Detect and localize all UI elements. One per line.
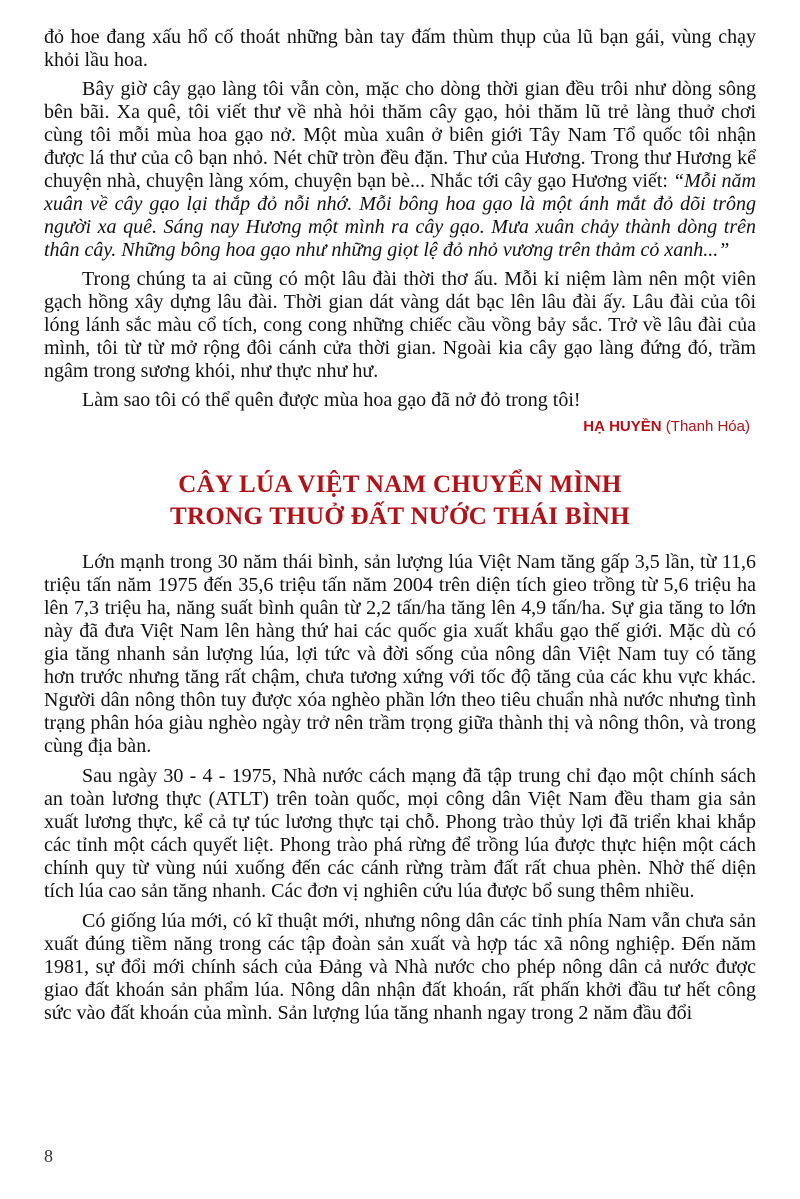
story-paragraph-4: Làm sao tôi có thể quên được mùa hoa gạo đã nở đỏ trong tôi! (82, 389, 581, 411)
article-title-line-1: CÂY LÚA VIỆT NAM CHUYỂN MÌNH (178, 471, 622, 498)
story-signature (44, 418, 750, 435)
story-section (44, 26, 756, 435)
page-number: 8 (44, 1146, 53, 1166)
story-paragraph-3: Trong chúng ta ai cũng có một lâu đài thời thơ ấu. Mỗi kỉ niệm làm nên một viên gạch hồng xây dựng lâu đài. Thời gian dát vàng dát bạc lên lâu đài ấy. Lâu đài của tôi lóng lánh sắc màu cổ tích, cong cong những chiếc cầu vồng bảy sắc. Trở về lâu đài của mình, tôi từ từ mở rộng đôi cánh cửa thời gian. Ngoài kia cây gạo làng đứng đó, trầm ngâm trong sương khói, như thực như hư. (44, 268, 756, 382)
article-paragraph-2: Sau ngày 30 - 4 - 1975, Nhà nước cách mạng đã tập trung chỉ đạo một chính sách an toàn lương thực (ATLT) trên toàn quốc, mọi công dân Việt Nam đều tham gia sản xuất lương thực, kể cả tự túc lương thực tại chỗ. Phong trào thủy lợi đã triển khai khắp các tỉnh một cách quyết liệt. Phong trào phá rừng để trồng lúa được thực hiện một cách chính quy từ vùng núi xuống đến các cánh rừng tràm đất rất chua phèn. Nhờ thế diện tích lúa cao sản tăng nhanh. Các đơn vị nghiên cứu lúa được bổ sung thêm nhiều. (44, 765, 756, 902)
article-paragraph-3: Có giống lúa mới, có kĩ thuật mới, nhưng nông dân các tỉnh phía Nam vẫn chưa sản xuất đúng tiềm năng trong các tập đoàn sản xuất và hợp tác xã nông nghiệp. Đến năm 1981, sự đổi mới chính sách của Đảng và Nhà nước cho phép nông dân cả nước được giao đất khoán sản phẩm lúa. Nông dân nhận đất khoán, rất phấn khởi đầu tư hết công sức vào đất khoán của mình. Sản lượng lúa tăng nhanh ngay trong 2 năm đầu đổi (44, 910, 756, 1024)
author-name: HẠ HUYỀN (583, 418, 662, 435)
author-location: (Thanh Hóa) (665, 418, 750, 435)
story-paragraph-2 (44, 78, 756, 262)
letter-quote: “Mỗi năm xuân về cây gạo lại thắp đỏ nỗi nhớ. Mỗi bông hoa gạo là một ánh mắt đỏ dõi trông người xa quê. Sáng nay Hương một mình ra cây gạo. Mưa xuân chảy thành dòng trên thân cây. Những bông hoa gạo như những giọt lệ đỏ nhỏ vương trên thảm cỏ xanh...” (44, 170, 756, 261)
story-paragraph-2-text: Bây giờ cây gạo làng tôi vẫn còn, mặc cho dòng thời gian đều trôi như dòng sông bên bãi. Xa quê, tôi viết thư về nhà hỏi thăm cây gạo, hỏi thăm lũ trẻ làng thuở chơi cùng tôi mỗi mùa hoa gạo nở. Một mùa xuân ở biên giới Tây Nam Tổ quốc tôi nhận được lá thư của cô bạn nhỏ. Nét chữ tròn đều đặn. Thư của Hương. Trong thư Hương kể chuyện nhà, chuyện làng xóm, chuyện bạn bè... Nhắc tới cây gạo Hương viết: (44, 78, 756, 192)
story-paragraph-1: đỏ hoe đang xấu hổ cố thoát những bàn tay đấm thùm thụp của lũ bạn gái, vùng chạy khỏi lầu hoa. (44, 26, 756, 71)
article-title (44, 469, 756, 533)
article-section (44, 469, 756, 1025)
article-paragraph-1: Lớn mạnh trong 30 năm thái bình, sản lượng lúa Việt Nam tăng gấp 3,5 lần, từ 11,6 triệu tấn năm 1975 đến 35,6 triệu tấn năm 2004 trên diện tích gieo trồng từ 5,6 triệu ha lên 7,3 triệu ha, năng suất bình quân từ 2,2 tấn/ha tăng lên 4,9 tấn/ha. Sự gia tăng to lớn này đã đưa Việt Nam lên hàng thứ hai các quốc gia xuất khẩu gạo thế giới. Mặc dù có gia tăng nhanh sản lượng lúa, lợi tức và đời sống của nông dân Việt Nam tuy có tăng hơn trước nhưng tăng rất chậm, chưa tương xứng với tốc độ tăng của các khu vực khác. Người dân nông thôn tuy được xóa nghèo phần lớn theo tiêu chuẩn nhà nước nhưng tình trạng phân hóa giàu nghèo ngày trở nên trầm trọng giữa thành thị và nông thôn, và trong cùng địa bàn. (44, 551, 756, 757)
article-title-line-2: TRONG THUỞ ĐẤT NƯỚC THÁI BÌNH (170, 503, 630, 530)
